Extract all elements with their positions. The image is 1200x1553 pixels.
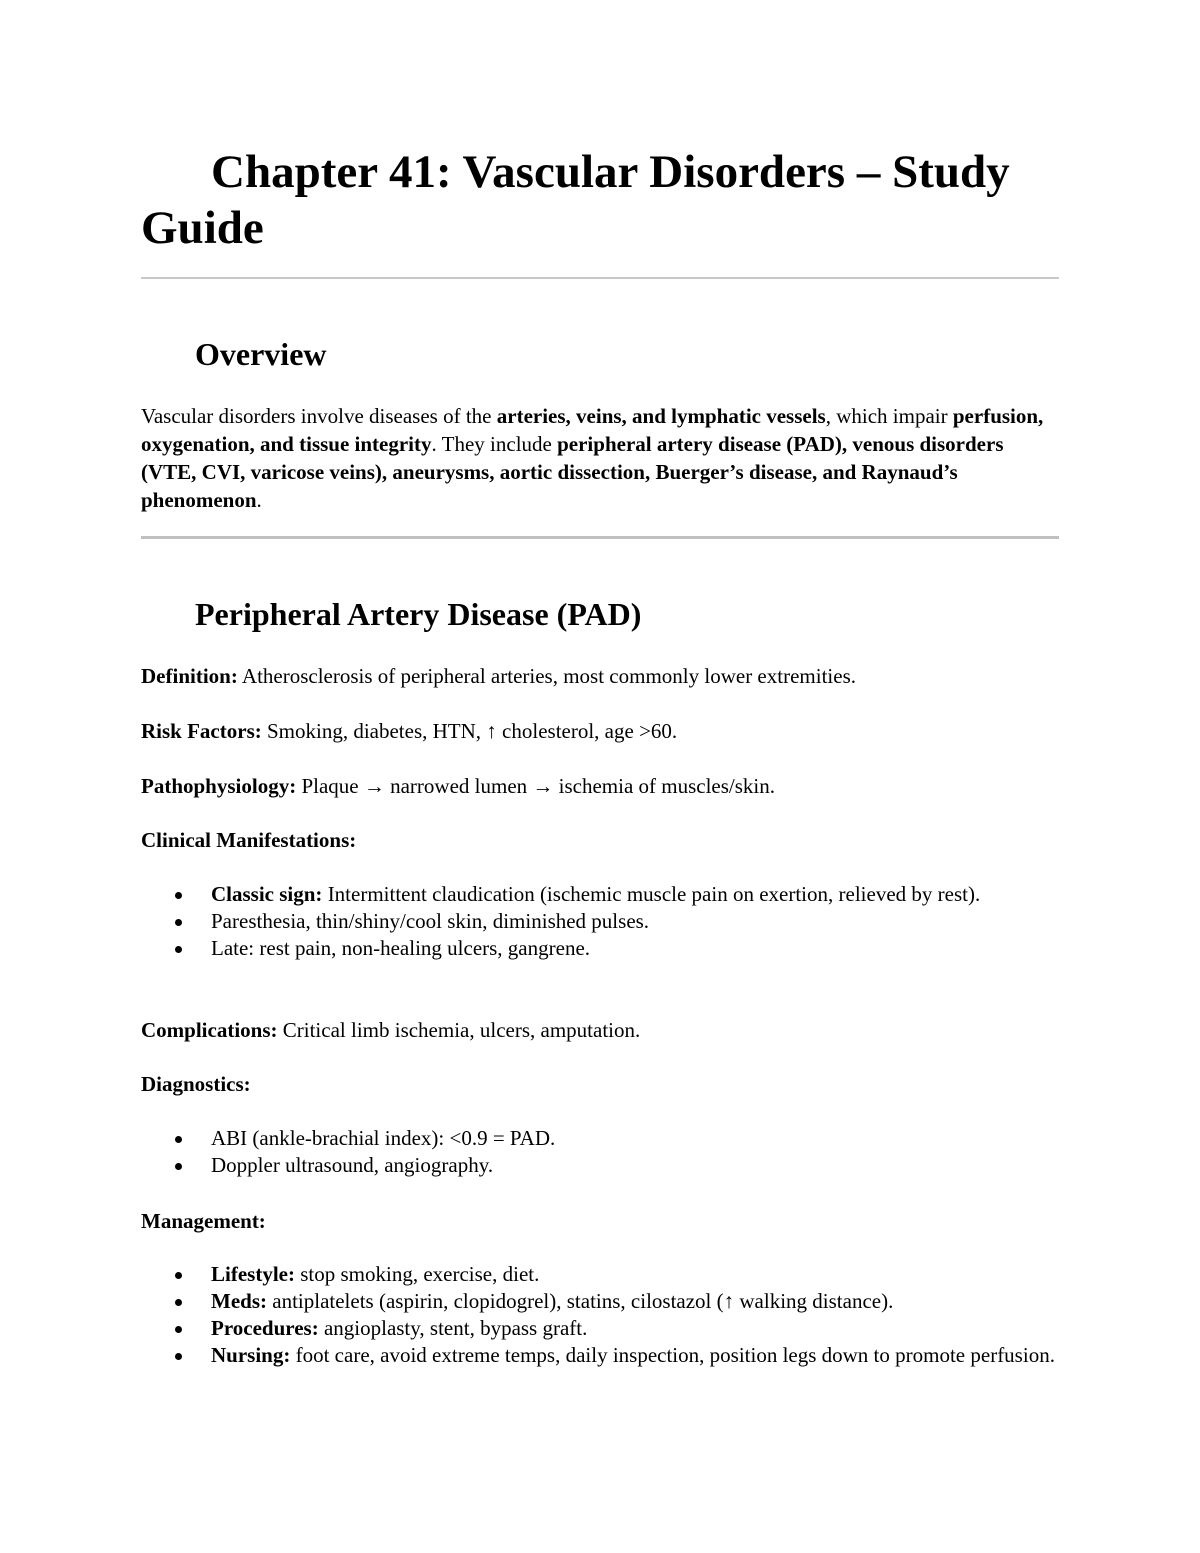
overview-heading: Overview bbox=[195, 336, 327, 372]
risk-factors-label: Risk Factors: bbox=[141, 719, 262, 743]
list-item-text: antiplatelets (aspirin, clopidogrel), statins, cilostazol (↑ walking distance). bbox=[267, 1289, 894, 1313]
overview-bold-2: perfusion, oxygenation, and tissue integrity bbox=[141, 404, 1044, 456]
list-item-label: Classic sign: bbox=[211, 882, 323, 906]
list-item-label: Procedures: bbox=[211, 1316, 319, 1340]
overview-text-4: . bbox=[256, 488, 262, 512]
list-item-text: ABI (ankle-brachial index): <0.9 = PAD. bbox=[211, 1126, 556, 1150]
list-item-text: Doppler ultrasound, angiography. bbox=[211, 1153, 494, 1177]
definition-text: Atherosclerosis of peripheral arteries, most commonly lower extremities. bbox=[237, 664, 856, 688]
bullet-icon bbox=[175, 1353, 182, 1360]
list-item-text: Late: rest pain, non-healing ulcers, gangrene. bbox=[211, 936, 591, 960]
divider-top bbox=[141, 277, 1059, 279]
complications-line bbox=[141, 1016, 1059, 1044]
pathophysiology-label: Pathophysiology: bbox=[141, 774, 297, 798]
overview-bold-3: peripheral artery disease (PAD), venous disorders (VTE, CVI, varicose veins), aneurysms, aortic dissection, Buerger’s disease, and Raynaud’s phenomenon bbox=[141, 432, 1004, 512]
list-item bbox=[141, 908, 1059, 935]
list-item bbox=[141, 1315, 1059, 1342]
bullet-icon bbox=[175, 1136, 182, 1143]
bullet-icon bbox=[175, 892, 182, 899]
bullet-icon bbox=[175, 919, 182, 926]
bullet-icon bbox=[175, 1326, 182, 1333]
definition-label: Definition: bbox=[141, 664, 238, 688]
list-item bbox=[141, 1261, 1059, 1288]
list-item bbox=[141, 1152, 1059, 1179]
risk-factors-text: Smoking, diabetes, HTN, ↑ cholesterol, age >60. bbox=[261, 719, 678, 743]
list-item bbox=[141, 1125, 1059, 1152]
document-title: Chapter 41: Vascular Disorders – Study Guide bbox=[141, 146, 1010, 254]
management-list bbox=[141, 1261, 1059, 1369]
list-item bbox=[141, 1288, 1059, 1315]
list-item bbox=[141, 935, 1059, 962]
divider-section bbox=[141, 536, 1059, 539]
pathophysiology-line bbox=[141, 772, 1059, 800]
overview-bold-1: arteries, veins, and lymphatic vessels bbox=[496, 404, 826, 428]
overview-text-2: , which impair bbox=[825, 404, 953, 428]
list-item-text: stop smoking, exercise, diet. bbox=[294, 1262, 540, 1286]
list-item-label: Nursing: bbox=[211, 1343, 291, 1367]
list-item-text: Paresthesia, thin/shiny/cool skin, diminished pulses. bbox=[211, 909, 650, 933]
bullet-icon bbox=[175, 1163, 182, 1170]
complications-label: Complications: bbox=[141, 1018, 278, 1042]
risk-factors-line bbox=[141, 717, 1059, 745]
clinical-manifestations-heading: Clinical Manifestations: bbox=[141, 828, 357, 852]
diagnostics-list bbox=[141, 1125, 1059, 1179]
bullet-icon bbox=[175, 946, 182, 953]
definition-line bbox=[141, 662, 1059, 690]
list-item bbox=[141, 881, 1059, 908]
overview-paragraph bbox=[141, 402, 1059, 514]
bullet-icon bbox=[175, 1299, 182, 1306]
list-item bbox=[141, 1342, 1059, 1369]
complications-text: Critical limb ischemia, ulcers, amputation. bbox=[277, 1018, 641, 1042]
list-item-label: Meds: bbox=[211, 1289, 267, 1313]
list-item-text: angioplasty, stent, bypass graft. bbox=[318, 1316, 588, 1340]
diagnostics-heading: Diagnostics: bbox=[141, 1072, 251, 1096]
overview-text-1: Vascular disorders involve diseases of the bbox=[141, 404, 497, 428]
bullet-icon bbox=[175, 1272, 182, 1279]
list-item-label: Lifestyle: bbox=[211, 1262, 295, 1286]
overview-text-3: . They include bbox=[431, 432, 558, 456]
list-item-text: Intermittent claudication (ischemic muscle pain on exertion, relieved by rest). bbox=[322, 882, 981, 906]
list-item-text: foot care, avoid extreme temps, daily inspection, position legs down to promote perfusion. bbox=[290, 1343, 1055, 1367]
management-heading: Management: bbox=[141, 1209, 266, 1233]
pathophysiology-text: Plaque → narrowed lumen → ischemia of muscles/skin. bbox=[296, 774, 776, 798]
clinical-manifestations-list bbox=[141, 881, 1059, 962]
pad-heading: Peripheral Artery Disease (PAD) bbox=[195, 596, 642, 632]
